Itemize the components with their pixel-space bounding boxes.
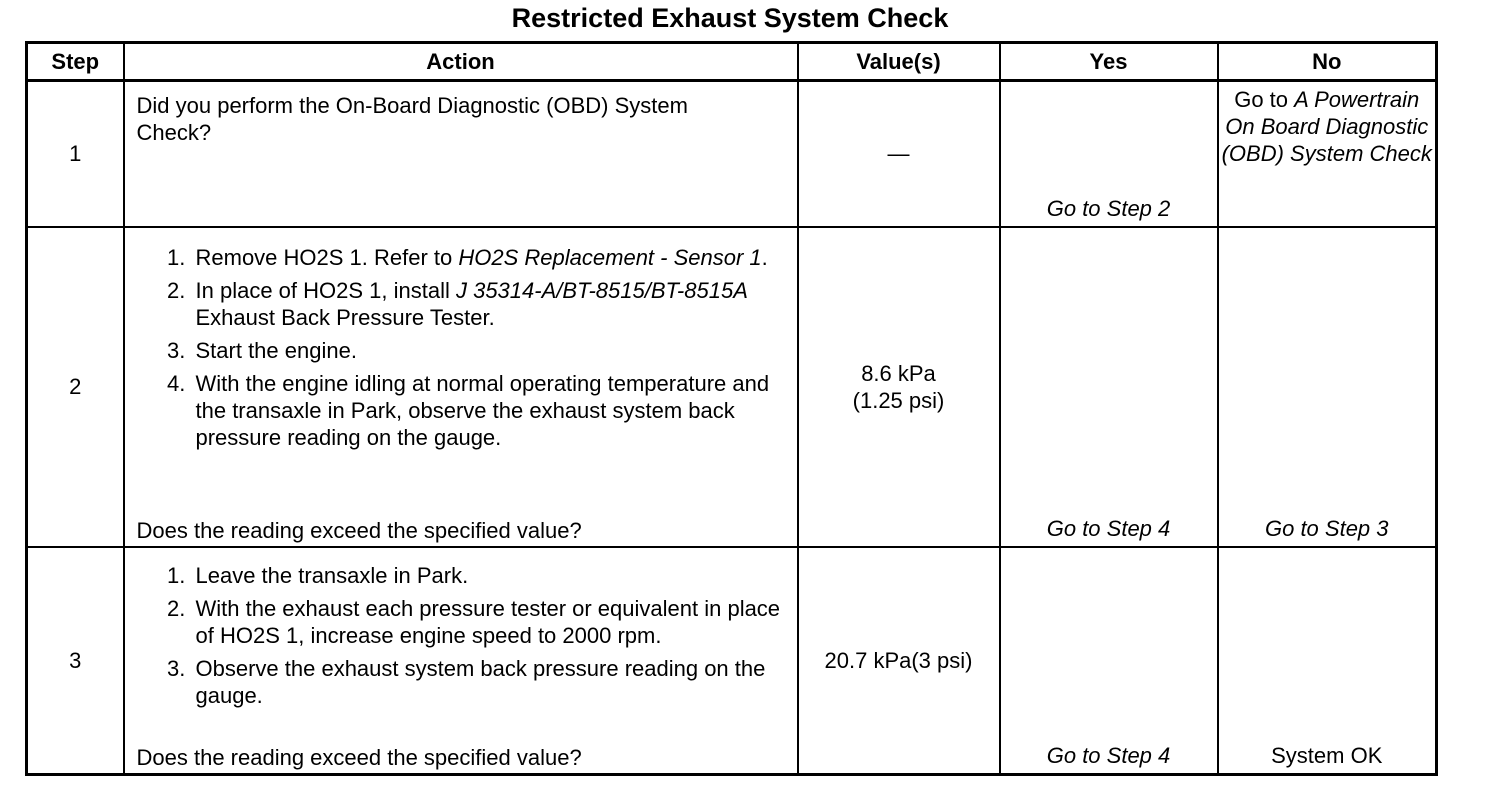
table-row — [27, 227, 1437, 547]
action-question: Does the reading exceed the specified value? — [136, 745, 582, 770]
item-tool-number: J 35314-A/BT-8515/BT-8515A — [455, 277, 748, 303]
list-item — [192, 337, 787, 364]
list-item — [192, 244, 787, 271]
procedure-table — [25, 41, 1438, 776]
action-cell — [124, 227, 798, 547]
table-row — [27, 81, 1437, 227]
instruction-list — [137, 244, 787, 457]
header-no: No — [1218, 43, 1437, 81]
list-item — [192, 595, 787, 649]
action-question: Did you perform the On-Board Diagnostic (OBD) System Check? — [136, 93, 688, 145]
value-cell — [798, 547, 1000, 775]
value-text: — — [887, 141, 910, 167]
step-number: 1 — [27, 81, 124, 227]
item-text-end: . — [761, 244, 768, 270]
action-question: Does the reading exceed the specified value? — [136, 517, 582, 543]
no-cell — [1218, 227, 1437, 547]
step-number: 2 — [27, 227, 124, 547]
yes-result: Go to Step 4 — [1046, 515, 1171, 541]
list-item — [192, 655, 787, 709]
yes-cell — [1000, 227, 1218, 547]
header-action: Action — [124, 43, 798, 81]
yes-cell — [1000, 547, 1218, 775]
no-result: System OK — [1271, 743, 1383, 768]
value-cell — [798, 227, 1000, 547]
no-cell — [1218, 547, 1437, 775]
action-cell — [124, 547, 798, 775]
item-text: With the exhaust each pressure tester or equivalent in place of HO2S 1, increase engine speed to 2000 rpm. — [195, 595, 781, 648]
value-text: 20.7 kPa(3 psi) — [824, 647, 973, 673]
item-reference: HO2S Replacement - Sensor 1 — [458, 244, 762, 270]
page-title: Restricted Exhaust System Check — [511, 3, 949, 33]
item-text: Observe the exhaust system back pressure reading on the gauge. — [195, 655, 766, 708]
table-row — [27, 547, 1437, 775]
header-yes: Yes — [1000, 43, 1218, 81]
no-result-link: A Powertrain On Board Diagnostic (OBD) System Check — [1221, 87, 1432, 166]
list-item — [192, 370, 787, 451]
yes-cell — [1000, 81, 1218, 227]
item-text: In place of HO2S 1, install — [195, 277, 456, 303]
header-step: Step — [27, 43, 124, 81]
yes-result: Go to Step 4 — [1046, 743, 1171, 768]
list-item — [192, 277, 787, 331]
item-text: Leave the transaxle in Park. — [195, 562, 469, 588]
item-text: Start the engine. — [195, 337, 357, 363]
no-result-prefix: Go to — [1234, 87, 1295, 112]
value-text: 8.6 kPa — [861, 360, 936, 386]
header-values: Value(s) — [798, 43, 1000, 81]
list-item — [192, 562, 787, 589]
item-text-end: Exhaust Back Pressure Tester. — [195, 304, 495, 330]
value-text-secondary: (1.25 psi) — [852, 387, 945, 413]
item-text: Remove HO2S 1. Refer to — [195, 244, 459, 270]
no-cell — [1218, 81, 1437, 227]
yes-result: Go to Step 2 — [1046, 195, 1171, 221]
action-cell — [124, 81, 798, 227]
instruction-list — [137, 562, 787, 715]
step-number: 3 — [27, 547, 124, 775]
value-cell — [798, 81, 1000, 227]
table-header-row — [27, 43, 1437, 81]
item-text: With the engine idling at normal operating temperature and the transaxle in Park, observe the exhaust system back pressure reading on the gauge. — [195, 370, 770, 450]
no-result: Go to Step 3 — [1264, 515, 1389, 541]
